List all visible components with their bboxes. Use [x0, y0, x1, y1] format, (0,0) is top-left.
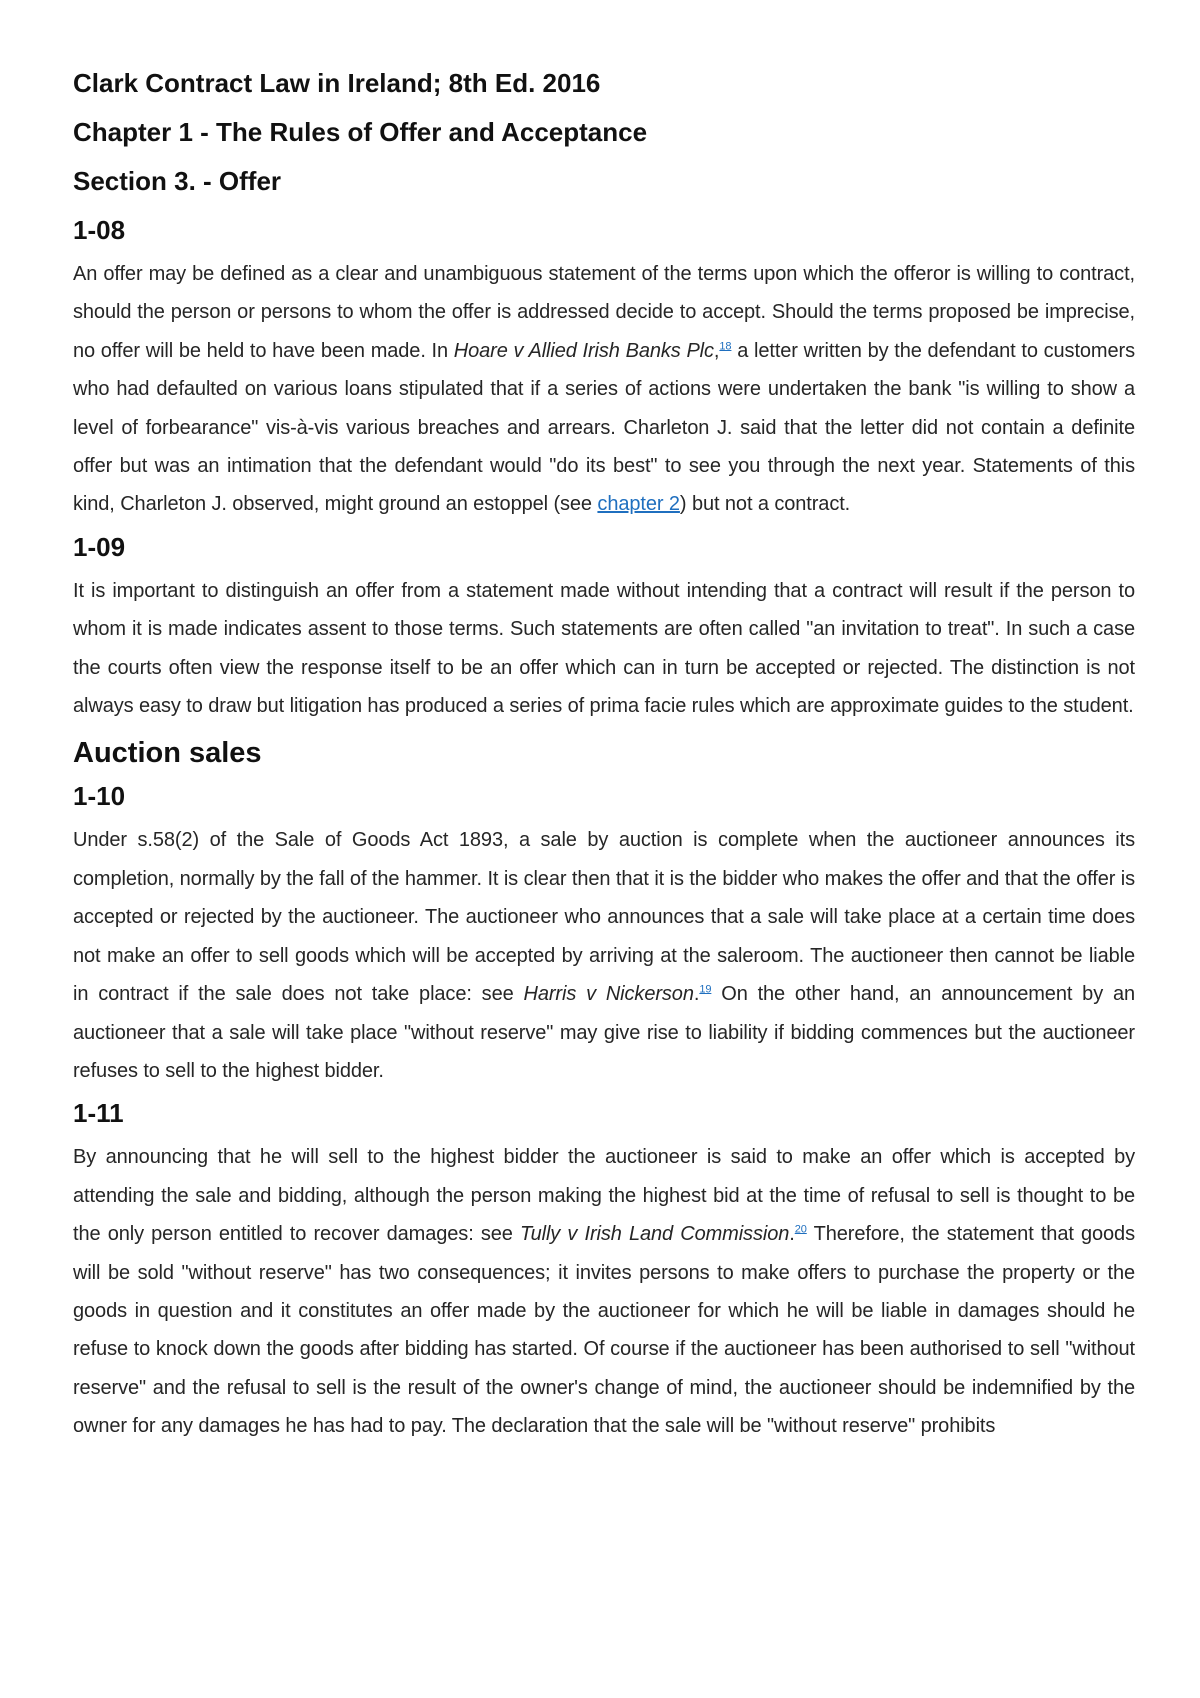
paragraph-number-1-09: 1-09	[73, 531, 126, 562]
section-title: Section 3. - Offer	[73, 166, 282, 196]
chapter-title: Chapter 1 - The Rules of Offer and Acceptance	[73, 117, 648, 147]
text-segment: Under s.58(2) of the Sale of Goods Act 1893, a sale by auction is complete when the auctioneer announces its completion, normally by the fall of the hammer. It is clear then that it is the bidder who makes the offer and that the offer is accepted or rejected by the auctioneer. The auctioneer who announces that a sale will take place at a certain time does not make an offer to sell goods which will be accepted by arriving at the saleroom. The auctioneer then cannot be liable in contract if the sale does not take place: see	[73, 829, 1135, 1006]
text-segment: By announcing that he will sell to the highest bidder the auctioneer is said to make an offer which is accepted by attending the sale and bidding, although the person making the highest bid at the time of refusal to sell is thought to be the only person entitled to recover damages: see	[73, 1146, 1135, 1246]
paragraph-1-08	[73, 255, 1135, 524]
paragraph-1-10	[73, 821, 1135, 1090]
footnote-link-19[interactable]: 19	[699, 983, 712, 996]
text-segment: On the other hand, an announcement by an auctioneer that a sale will take place "without reserve" may give rise to liability if bidding commences but the auctioneer refuses to sell to the highest bidder.	[73, 983, 1135, 1082]
case-citation: Hoare v Allied Irish Banks Plc	[453, 339, 714, 362]
text-segment: a letter written by the defendant to customers who had defaulted on various loans stipulated that if a series of actions were undertaken the bank "is willing to show a level of forbearance" vis-à-vis various breaches and arrears. Charleton J. said that the letter did not contain a definite offer but was an intimation that the defendant would "do its best" to see you through the next year. Statements of this kind, Charleton J. observed, might ground an estoppel (see	[73, 339, 1135, 516]
paragraph-1-11	[73, 1138, 1135, 1445]
auction-sales-heading: Auction sales	[73, 737, 262, 770]
document-page	[73, 66, 1135, 1452]
text-segment: An offer may be defined as a clear and unambiguous statement of the terms upon which the offeror is willing to contract, should the person or persons to whom the offer is addressed decide to accept. Should the terms proposed be imprecise, no offer will be held to have been made. In	[73, 263, 1135, 362]
text-segment: ) but not a contract.	[679, 493, 851, 516]
paragraph-1-09: It is important to distinguish an offer from a statement made without intending that a contract will result if the person to whom it is made indicates assent to those terms. Such statements are often called "an invitation to treat". In such a case the courts often view the response itself to be an offer which can in turn be accepted or rejected. The distinction is not always easy to draw but litigation has produced a series of prima facie rules which are approximate guides to the student.	[73, 579, 1135, 718]
text-segment: .	[693, 983, 700, 1006]
footnote-link-18[interactable]: 18	[719, 340, 732, 353]
book-title: Clark Contract Law in Ireland; 8th Ed. 2016	[73, 68, 601, 98]
text-segment: .	[789, 1223, 795, 1246]
case-citation: Harris v Nickerson	[523, 983, 694, 1006]
text-segment: ,	[713, 339, 720, 362]
paragraph-number-1-11: 1-11	[73, 1098, 124, 1129]
footnote-link-20[interactable]: 20	[794, 1223, 807, 1236]
text-segment: Therefore, the statement that goods will be sold "without reserve" has two consequences; it invites persons to make offers to purchase the property or the goods in question and it constitutes an offer made by the auctioneer for which he will be liable in damages should he refuse to knock down the goods after bidding has started. Of course if the auctioneer has been authorised to sell "without reserve" and the refusal to sell is the result of the owner's change of mind, the auctioneer should be indemnified by the owner for any damages he has had to pay. The declaration that the sale will be "without reserve" prohibits	[73, 1223, 1135, 1438]
paragraph-number-1-08: 1-08	[73, 215, 126, 245]
paragraph-number-1-10: 1-10	[73, 781, 126, 812]
chapter-2-link[interactable]: chapter 2	[597, 493, 680, 516]
case-citation: Tully v Irish Land Commission	[519, 1223, 790, 1246]
